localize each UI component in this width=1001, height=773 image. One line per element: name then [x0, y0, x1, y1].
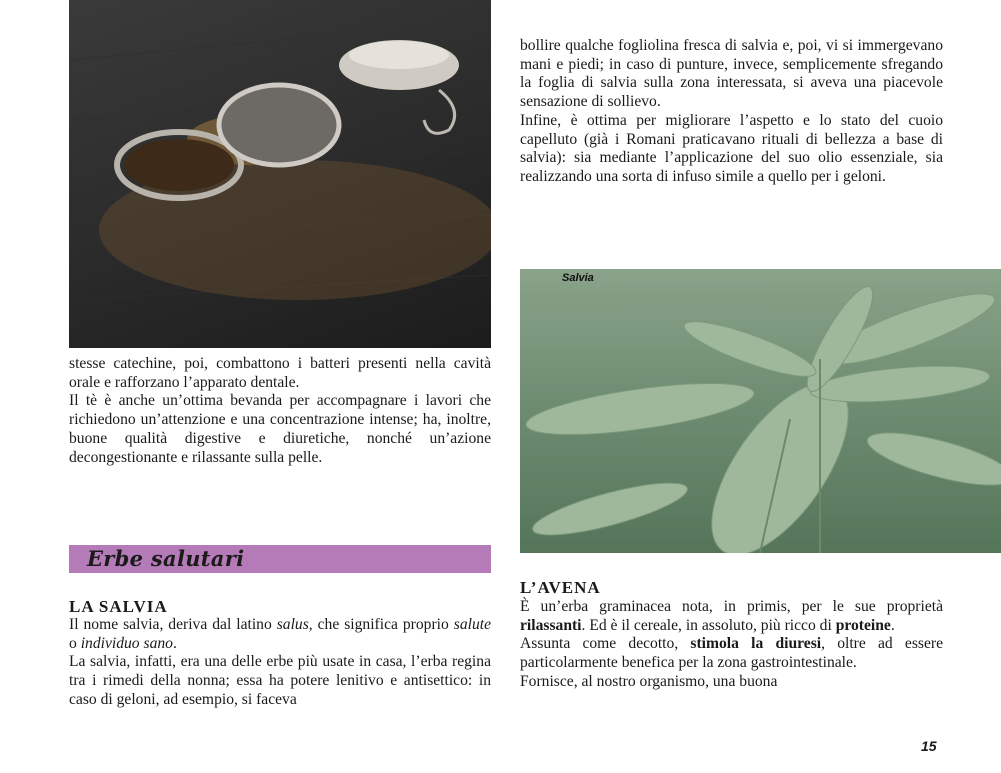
- salvia-paragraph-2: La salvia, infatti, era una delle erbe più usate in casa, l’erba regina tra i rimedi della nonna; essa ha potere lenitivo e antisettico: in caso di geloni, ad esempio, si faceva: [69, 653, 491, 708]
- salvia-paragraph-4: Infine, è ottima per migliorare l’aspetto e lo stato del cuoio capelluto (già i Romani praticavano rituali di bellezza a base di salvia): sia mediante l’applicazione del suo olio essenziale, sia realizzando una sorta di infuso simile a quello per i geloni.: [520, 111, 943, 185]
- page-number: 15: [921, 738, 937, 754]
- salvia-text-column-1: [69, 616, 491, 710]
- salvia-p1-text-g: .: [172, 634, 177, 652]
- sage-plant-photo: [520, 269, 1001, 553]
- salvia-p1-salute: salute: [453, 616, 491, 633]
- avena-p2-diuresi: stimola la diuresi: [690, 635, 822, 653]
- tea-infuser-illustration: [69, 0, 491, 348]
- salvia-paragraph-1: [69, 616, 491, 653]
- sage-leaves-illustration: [520, 269, 1001, 553]
- salvia-p1-individuo-sano: individuo sano: [80, 634, 173, 652]
- salvia-p1-latin-word: salus: [276, 616, 309, 633]
- avena-paragraph-1: [520, 598, 943, 635]
- avena-p1-rilassanti: rilassanti: [520, 616, 582, 634]
- avena-p1-text-e: .: [890, 616, 895, 634]
- section-title-band: [69, 545, 491, 573]
- avena-paragraph-2: [520, 635, 943, 672]
- avena-p1-text-a: È un’erba graminacea nota, in primis, per le sue proprietà: [520, 598, 943, 615]
- avena-heading: L’AVENA: [520, 578, 601, 597]
- tea-paragraph-2: Il tè è anche un’ottima bevanda per accompagnare i lavori che richiedono un’attenzione e una concentrazione intense; ha, inoltre, buone qualità digestive e diuretiche, nonché un’azione decongestionante e rilassante sulla pelle.: [69, 392, 491, 466]
- salvia-text-column-2: [520, 37, 943, 187]
- avena-p2-text-a: Assunta come decotto,: [520, 635, 691, 653]
- salvia-paragraph-3: bollire qualche fogliolina fresca di salvia e, poi, vi si immergevano mani e piedi; in caso di punture, invece, semplicemente sfregando la foglia di salvia sulla zona interessata, si aveva una piacevole sensazione di sollievo.: [520, 37, 943, 111]
- avena-p2-text-c: , oltre ad essere particolarmente benefica per la zona gastrointestinale.: [520, 635, 943, 672]
- tea-paragraph-1: stesse catechine, poi, combattono i batteri presenti nella cavità orale e rafforzano l’apparato dentale.: [69, 355, 491, 391]
- sage-photo-caption: Salvia: [562, 272, 594, 284]
- tea-text-column: [69, 355, 491, 467]
- salvia-p1-text-e: o: [69, 634, 81, 652]
- avena-p1-text-c: . Ed è il cereale, in assoluto, più ricco di: [581, 616, 836, 634]
- salvia-heading: LA SALVIA: [69, 597, 168, 616]
- section-title: Erbe salutari: [87, 546, 245, 571]
- salvia-p1-text-c: , che significa proprio: [308, 616, 454, 633]
- avena-paragraph-3: Fornisce, al nostro organismo, una buona: [520, 672, 778, 690]
- avena-text-column: [520, 598, 943, 692]
- salvia-p1-text-a: Il nome salvia, deriva dal latino: [69, 616, 277, 633]
- avena-p1-proteine: proteine: [835, 616, 891, 634]
- tea-infuser-photo: [69, 0, 491, 348]
